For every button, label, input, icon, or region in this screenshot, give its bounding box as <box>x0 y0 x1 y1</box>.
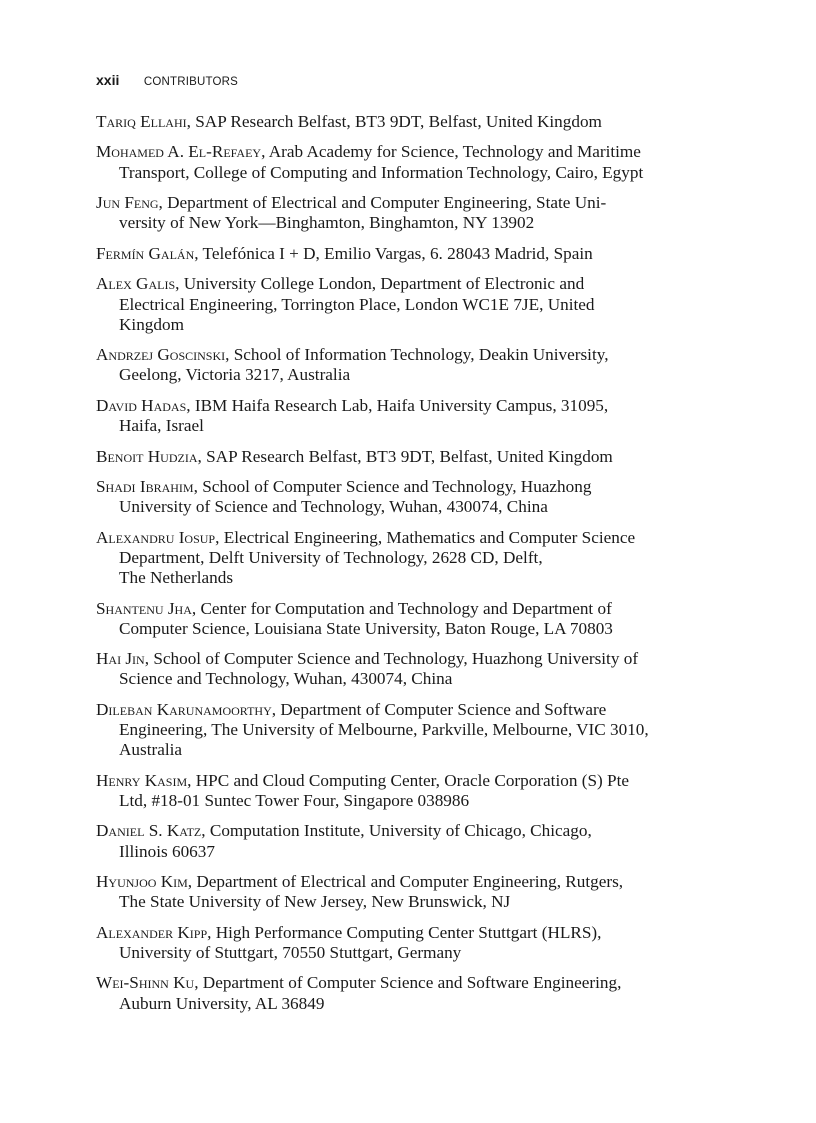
entry-line <box>96 842 736 862</box>
contributor-name: Daniel S. Katz <box>96 821 202 841</box>
affiliation-text: versity of New York—Binghamton, Binghamton, NY 13902 <box>119 213 535 233</box>
affiliation-text: , SAP Research Belfast, BT3 9DT, Belfast, United Kingdom <box>197 446 613 466</box>
entry-line <box>96 973 736 993</box>
contributor-entry <box>96 923 736 963</box>
entry-line <box>96 720 736 740</box>
affiliation-text: Engineering, The University of Melbourne, Parkville, Melbourne, VIC 3010, <box>119 720 649 740</box>
contributor-entry <box>96 700 736 761</box>
contributor-name: Henry Kasim <box>96 770 188 790</box>
affiliation-text: , High Performance Computing Center Stuttgart (HLRS), <box>207 922 602 942</box>
contributor-entry <box>96 528 736 589</box>
contributor-entry <box>96 973 736 1013</box>
entry-line <box>96 943 736 963</box>
affiliation-text: Department, Delft University of Technology, 2628 CD, Delft, <box>119 547 543 567</box>
affiliation-text: , School of Computer Science and Technology, Huazhong University of <box>144 649 639 669</box>
entry-line <box>96 274 736 294</box>
contributor-entry <box>96 396 736 436</box>
entry-line <box>96 193 736 213</box>
contributor-entry <box>96 142 736 182</box>
entry-line <box>96 649 736 669</box>
entry-line <box>96 923 736 943</box>
affiliation-text: Kingdom <box>119 314 184 334</box>
affiliation-text: , School of Information Technology, Deakin University, <box>225 345 609 365</box>
contributor-entry <box>96 872 736 912</box>
contributor-name: Jun Feng <box>96 193 159 213</box>
entry-line <box>96 700 736 720</box>
entry-line <box>96 528 736 548</box>
affiliation-text: Auburn University, AL 36849 <box>119 993 325 1013</box>
contributor-entry <box>96 599 736 639</box>
affiliation-text: Science and Technology, Wuhan, 430074, China <box>119 669 453 689</box>
affiliation-text: , Electrical Engineering, Mathematics and Computer Science <box>215 527 636 547</box>
entry-line <box>96 142 736 162</box>
contributor-entry <box>96 821 736 861</box>
entry-line <box>96 872 736 892</box>
entry-line <box>96 771 736 791</box>
entry-line <box>96 548 736 568</box>
contributor-name: Tariq Ellahi <box>96 112 187 131</box>
entry-line <box>96 791 736 811</box>
entry-line <box>96 669 736 689</box>
contributor-name: Alex Galis <box>96 274 176 294</box>
entry-line <box>96 416 736 436</box>
entry-line <box>96 213 736 233</box>
affiliation-text: , University College London, Department of Electronic and <box>175 274 585 294</box>
affiliation-text: Computer Science, Louisiana State University, Baton Rouge, LA 70803 <box>119 618 613 638</box>
entry-line <box>96 568 736 588</box>
affiliation-text: Illinois 60637 <box>119 841 215 861</box>
running-title: CONTRIBUTORS <box>143 76 239 88</box>
contributor-name: Fermín Galán <box>96 243 195 263</box>
contributor-entry <box>96 649 736 689</box>
entry-line <box>96 740 736 760</box>
contributor-entry <box>96 244 736 264</box>
entry-line <box>96 345 736 365</box>
page-number: xxii <box>96 72 120 88</box>
contributor-name: Wei-Shinn Ku <box>96 973 195 993</box>
entry-line <box>96 497 736 517</box>
contributor-name: Alexander Kipp <box>96 922 208 942</box>
entry-line <box>96 396 736 416</box>
affiliation-text: The State University of New Jersey, New Brunswick, NJ <box>119 892 511 912</box>
entry-line <box>96 477 736 497</box>
contributors-list <box>96 112 736 1024</box>
entry-line <box>96 295 736 315</box>
entry-line <box>96 599 736 619</box>
contributor-name: Alexandru Iosup <box>96 527 216 547</box>
affiliation-text: , Center for Computation and Technology and Department of <box>191 598 612 618</box>
affiliation-text: The Netherlands <box>119 568 234 588</box>
entry-line <box>96 994 736 1014</box>
affiliation-text: Transport, College of Computing and Information Technology, Cairo, Egypt <box>119 162 644 182</box>
contributor-name: Shantenu Jha <box>96 598 192 618</box>
entry-line <box>96 315 736 335</box>
entry-line <box>96 821 736 841</box>
contributor-entry <box>96 274 736 335</box>
contributor-entry <box>96 477 736 517</box>
affiliation-text: , Arab Academy for Science, Technology and Maritime <box>261 142 641 162</box>
entry-line <box>96 892 736 912</box>
affiliation-text: , School of Computer Science and Technology, Huazhong <box>193 477 592 496</box>
entry-line <box>96 619 736 639</box>
affiliation-text: , SAP Research Belfast, BT3 9DT, Belfast, United Kingdom <box>186 112 602 131</box>
affiliation-text: , Computation Institute, University of Chicago, Chicago, <box>201 821 592 841</box>
entry-line <box>96 447 736 467</box>
contributor-entry <box>96 112 736 132</box>
entry-line <box>96 112 736 132</box>
affiliation-text: University of Stuttgart, 70550 Stuttgart, Germany <box>119 942 462 962</box>
contributor-entry <box>96 345 736 385</box>
affiliation-text: , HPC and Cloud Computing Center, Oracle Corporation (S) Pte <box>187 770 629 790</box>
affiliation-text: Ltd, #18-01 Suntec Tower Four, Singapore 038986 <box>119 790 470 810</box>
contributor-name: Hai Jin <box>96 649 145 669</box>
contributor-name: Shadi Ibrahim <box>96 477 194 496</box>
affiliation-text: , Department of Electrical and Computer Engineering, Rutgers, <box>187 872 624 892</box>
affiliation-text: , Department of Computer Science and Software <box>271 699 607 719</box>
affiliation-text: Geelong, Victoria 3217, Australia <box>119 365 351 385</box>
entry-line <box>96 365 736 385</box>
affiliation-text: , Telefónica I + D, Emilio Vargas, 6. 28043 Madrid, Spain <box>194 243 593 263</box>
affiliation-text: Australia <box>119 740 183 760</box>
affiliation-text: , Department of Computer Science and Software Engineering, <box>194 973 622 993</box>
contributor-name: Benoit Hudzia <box>96 446 198 466</box>
entry-line <box>96 163 736 183</box>
affiliation-text: , IBM Haifa Research Lab, Haifa University Campus, 31095, <box>186 395 609 415</box>
contributor-name: Andrzej Goscinski <box>96 345 226 365</box>
affiliation-text: , Department of Electrical and Computer Engineering, State Uni- <box>158 193 607 213</box>
contributor-name: Dileban Karunamoorthy <box>96 699 272 719</box>
affiliation-text: Electrical Engineering, Torrington Place, London WC1E 7JE, United <box>119 294 595 314</box>
contributor-name: Hyunjoo Kim <box>96 872 188 892</box>
affiliation-text: University of Science and Technology, Wuhan, 430074, China <box>119 497 548 517</box>
entry-line <box>96 244 736 264</box>
contributor-entry <box>96 447 736 467</box>
contributor-name: David Hadas <box>96 395 187 415</box>
affiliation-text: Haifa, Israel <box>119 416 204 436</box>
contributor-entry <box>96 771 736 811</box>
contributor-entry <box>96 193 736 233</box>
contributor-name: Mohamed A. El-Refaey <box>96 142 262 162</box>
running-header <box>96 72 238 90</box>
